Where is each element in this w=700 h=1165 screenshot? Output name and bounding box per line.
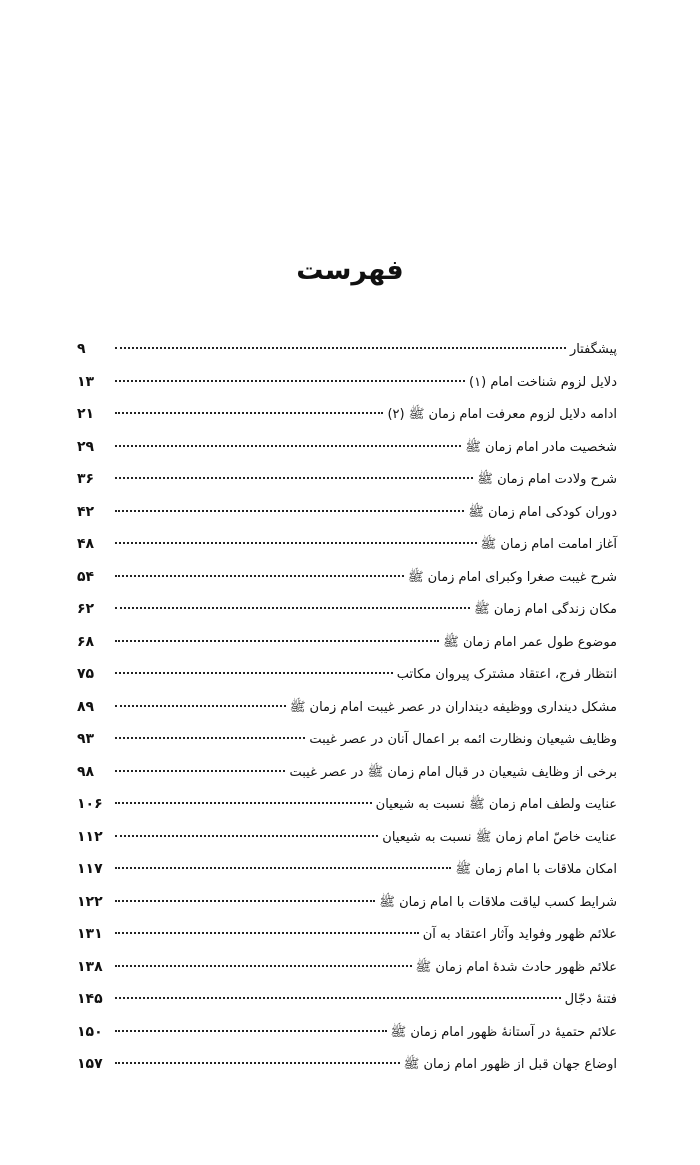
toc-entry-title: مکان زندگی امام زمان ﷺ: [474, 602, 617, 617]
table-of-contents: [77, 333, 617, 1081]
toc-page-number: ۱۱۲: [77, 828, 103, 845]
toc-entry-title: علائم حتمیۀ در آستانۀ ظهور امام زمان ﷺ: [390, 1024, 617, 1040]
dot-leader: [115, 705, 286, 707]
toc-page-number: ۱۱۷: [77, 861, 103, 877]
dot-leader: [115, 672, 393, 674]
toc-page-number: ۱۳۱: [77, 926, 103, 942]
toc-entry-title: پیشگفتار: [569, 342, 617, 357]
toc-entry: [77, 333, 617, 366]
toc-page-number: ۱۵۷: [77, 1056, 103, 1072]
toc-page-number: ۱۵۰: [77, 1023, 103, 1040]
toc-entry: [77, 918, 617, 951]
dot-leader: [115, 510, 464, 512]
dot-leader: [115, 607, 470, 609]
dot-leader: [115, 640, 439, 642]
dot-leader: [115, 835, 378, 837]
dot-leader: [115, 380, 465, 382]
toc-entry: [77, 821, 617, 854]
dot-leader: [115, 737, 305, 739]
dot-leader: [115, 1062, 400, 1064]
dot-leader: [115, 542, 477, 544]
toc-page-number: ۱۰۶: [77, 796, 103, 812]
toc-entry-title: دوران کودکی امام زمان ﷺ: [468, 504, 617, 520]
toc-page-number: ۶۲: [77, 601, 95, 617]
dot-leader: [115, 802, 372, 804]
toc-entry-title: مشکل دینداری ووظیفه دینداران در عصر غیبت امام زمان ﷺ: [289, 699, 617, 715]
toc-page-number: ۲۱: [77, 406, 95, 422]
toc-entry: [77, 723, 617, 756]
toc-entry: [77, 561, 617, 594]
toc-entry: [77, 1016, 617, 1049]
toc-entry-title: انتظار فرج، اعتقاد مشترک پیروان مکاتب: [396, 667, 617, 682]
toc-page-number: ۱۴۵: [77, 991, 103, 1007]
toc-entry-title: وظایف شیعیان ونظارت ائمه بر اعمال آنان در عصر غیبت: [309, 732, 617, 747]
toc-page-number: ۱۳: [77, 373, 95, 390]
toc-entry: [77, 463, 617, 496]
toc-entry-title: امکان ملاقات با امام زمان ﷺ: [455, 862, 617, 877]
toc-page-number: ۴۸: [77, 536, 95, 552]
dot-leader: [115, 932, 419, 934]
toc-page-number: ۹: [77, 341, 86, 357]
toc-entry: [77, 983, 617, 1016]
toc-entry-title: دلایل لزوم شناخت امام (۱): [469, 374, 617, 390]
toc-page-number: ۹۸: [77, 763, 95, 780]
toc-entry: [77, 626, 617, 659]
toc-page-number: ۶۸: [77, 633, 95, 650]
toc-entry: [77, 788, 617, 821]
toc-entry: [77, 756, 617, 789]
toc-entry: [77, 951, 617, 984]
dot-leader: [115, 965, 412, 967]
dot-leader: [115, 575, 404, 577]
toc-entry-title: عنایت خاصّ امام زمان ﷺ نسبت به شیعیان: [382, 829, 617, 845]
toc-entry: [77, 593, 617, 626]
toc-entry-title: علائم ظهور وفواید وآثار اعتقاد به آن: [422, 927, 617, 942]
toc-page-number: ۴۲: [77, 503, 95, 520]
toc-entry-title: شرح ولادت امام زمان ﷺ: [477, 472, 617, 487]
toc-entry-title: شرایط کسب لیاقت ملاقات با امام زمان ﷺ: [379, 894, 617, 910]
toc-entry: [77, 886, 617, 919]
toc-entry: [77, 658, 617, 691]
dot-leader: [115, 445, 461, 447]
toc-page-number: ۹۳: [77, 731, 95, 747]
toc-entry: [77, 528, 617, 561]
toc-entry: [77, 853, 617, 886]
toc-entry: [77, 1048, 617, 1081]
toc-page-number: ۳۶: [77, 471, 95, 487]
toc-page-number: ۵۴: [77, 568, 95, 585]
toc-entry-title: موضوع طول عمر امام زمان ﷺ: [443, 634, 617, 650]
toc-page-number: ۸۹: [77, 698, 95, 715]
dot-leader: [115, 477, 473, 479]
toc-entry-title: برخی از وظایف شیعیان در قبال امام زمان ﷺ در عصر غیبت: [289, 764, 617, 780]
toc-entry: [77, 496, 617, 529]
dot-leader: [115, 997, 561, 999]
dot-leader: [115, 770, 285, 772]
toc-entry-title: شخصیت مادر امام زمان ﷺ: [465, 439, 617, 455]
toc-entry-title: ادامه دلایل لزوم معرفت امام زمان ﷺ (۲): [387, 407, 617, 422]
dot-leader: [115, 412, 383, 414]
toc-entry: [77, 431, 617, 464]
toc-entry: [77, 398, 617, 431]
toc-page-number: ۲۹: [77, 438, 95, 455]
toc-entry-title: اوضاع جهان قبل از ظهور امام زمان ﷺ: [403, 1057, 617, 1072]
toc-entry-title: علائم ظهور حادث شدۀ امام زمان ﷺ: [415, 959, 617, 975]
toc-entry: [77, 366, 617, 399]
dot-leader: [115, 347, 566, 349]
toc-page-number: ۱۲۲: [77, 893, 103, 910]
toc-entry-title: آغاز امامت امام زمان ﷺ: [480, 537, 617, 552]
toc-entry: [77, 691, 617, 724]
dot-leader: [115, 900, 375, 902]
page-title: فهرست: [296, 255, 404, 286]
toc-page-number: ۱۳۸: [77, 958, 103, 975]
dot-leader: [115, 1030, 387, 1032]
toc-page-number: ۷۵: [77, 666, 95, 682]
toc-entry-title: عنایت ولطف امام زمان ﷺ نسبت به شیعیان: [375, 797, 617, 812]
dot-leader: [115, 867, 451, 869]
toc-entry-title: شرح غیبت صغرا وکبرای امام زمان ﷺ: [407, 569, 617, 585]
toc-entry-title: فتنۀ دجّال: [564, 992, 617, 1007]
